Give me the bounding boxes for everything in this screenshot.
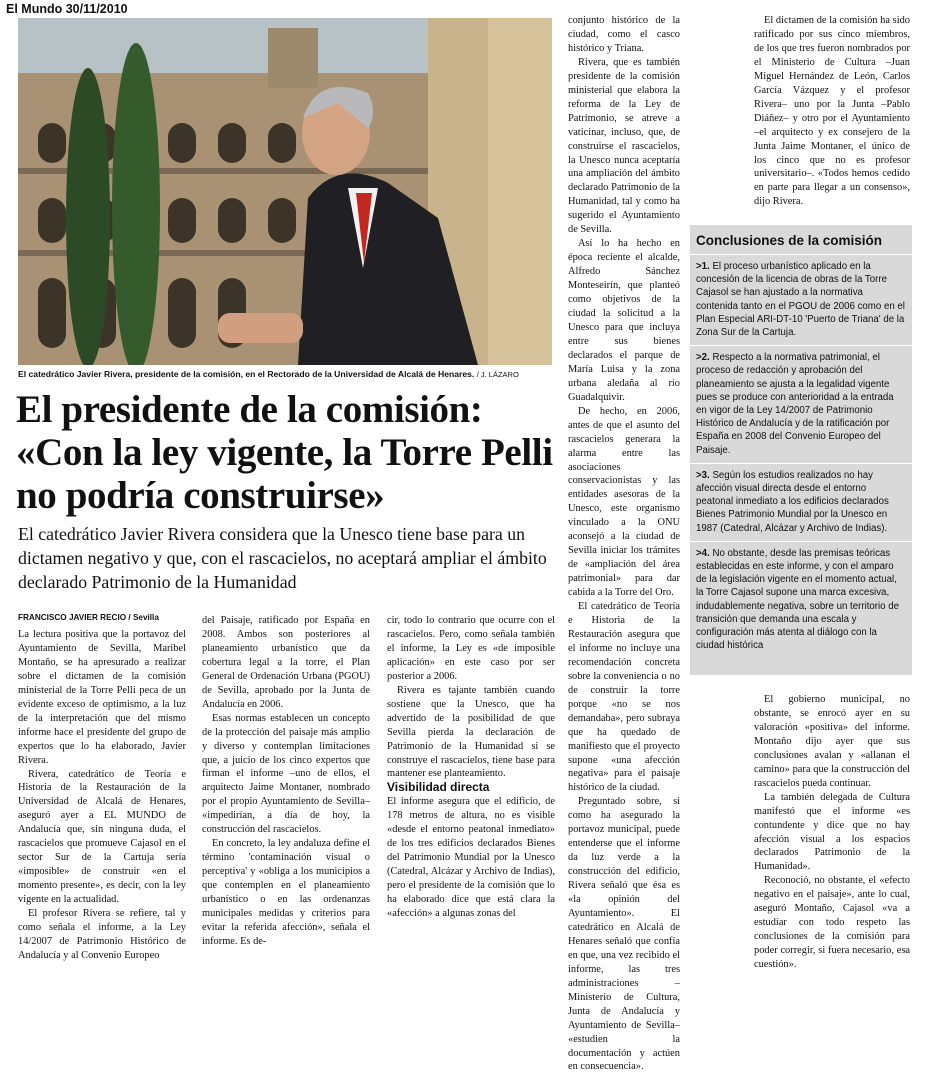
conclusion-number: >4. (696, 547, 710, 559)
photo-caption (18, 369, 552, 379)
paragraph: El gobierno municipal, no obstante, se enrocó ayer en su valoración «positiva» del informe. Montaño dijo ayer que sus conclusiones avalan y «allanan el camino» para que la construcción del rascacielos pueda continuar. (754, 694, 910, 789)
paragraph: del Paisaje, ratificado por España en 2008. Ambos son posteriores al planeamiento urbanístico que da cobertura legal a la torre, el Plan General de Ordenación Urbana (PGOU) de Sevilla, aprobado por la Junta de Andalucía en 2006. (202, 615, 370, 710)
paragraph: Preguntado sobre, si como ha asegurado la portavoz municipal, puede entenderse que el informe da luz verde a la construcción del edificio, Rivera señaló que ésa es «la opinión del Ayuntamiento». El catedrático en Alcalá de Henares señaló que confía en que, una vez recibido el informe, las tres administraciones –Ministerio de Cultura, Junta de Andalucía y Ayuntamiento de Sevilla– «estudien la documentación y actúen en consecuencia». (568, 796, 680, 1073)
publication-date: 30/11/2010 (65, 2, 128, 16)
conclusion-number: >1. (696, 261, 710, 272)
conclusion-item (690, 463, 912, 541)
conclusion-text: El proceso urbanístico aplicado en la concesión de la licencia de obras de la Torre Cajasol se han ajustado a la normativa contenida tanto en el PGOU de 2006 como en el Plan Especial ARI-DT-10 'Puerto de Triana' de la Zona Sur de la Cartuja. (696, 261, 905, 339)
conclusions-box (690, 225, 912, 675)
paragraph: cir, todo lo contrario que ocurre con el rascacielos. Pero, como señala también el informe, la Ley es «de imposible aplicación» en este caso por ser posterior a 2006. (387, 615, 555, 682)
page-header (6, 2, 128, 16)
paragraph: La lectura positiva que la portavoz del Ayuntamiento de Sevilla, Maribel Montaño, se ha apresurado a realizar sobre el dictamen de la comisión ministerial de la Torre Pelli peca de un evidente exceso de optimismo, a la luz de la interpretación que del mismo informe hace el presidente del grupo de expertos que lo ha elaborado, Javier Rivera. (18, 629, 186, 766)
article-column-2 (202, 614, 370, 949)
paragraph: Rivera, catedrático de Teoría e Historia de la Restauración de la Universidad de Alcalá de Henares, aseguró ayer a EL MUNDO de Andalucía que, sin ninguna duda, el rascacielos que promueve Cajasol en el sector Sur de la Cartuja sería «imposible» de construir «en el momento presente», es decir, con la ley vigente en la actualidad. (18, 768, 186, 906)
article-column-1 (18, 628, 186, 963)
paragraph: Rivera es tajante también cuando sostiene que la Unesco, que ha advertido de la posibilidad de que Sevilla pierda la declaración de Patrimonio de la Humanidad si se construye el rascacielos, tiene base para mantener ese planteamiento. (387, 684, 555, 780)
paragraph: El dictamen de la comisión ha sido ratificado por sus cinco miembros, de los que tres fueron nombrados por el Ministerio de Cultura –Juan Miguel Hernández de León, Carlos García Vázquez y el profesor Rivera– uno por la Junta –Pablo Diáñez– y otro por el Ayuntamiento –el arquitecto y ex consejero de la Junta Jaime Montaner, el único de los cinco que no es profesor universitario–. «Todos hemos cedido en parte para llegar a un consenso», dijo Rivera. (754, 15, 910, 208)
article-column-3 (387, 614, 555, 921)
conclusion-item (690, 541, 912, 659)
article-column-5-top (754, 14, 910, 209)
article-deck: El catedrático Javier Rivera considera que la Unesco tiene base para un dictamen negativo y que, con el rascacielos, no aceptará ampliar el ámbito declarado Patrimonio de la Humanidad (18, 524, 547, 592)
paragraph: Así lo ha hecho en época reciente el alcalde, Alfredo Sánchez Monteseirín, que planteó como objetivos de la ciudad la solicitud a la Unesco para que incluya entre sus bienes declarados el parque de María Luisa y la zona urbana aledaña al río Guadalquivir. (568, 238, 680, 403)
paragraph: La también delegada de Cultura manifestó que el informe «es contundente y dice que no hay afección visual a los espacios declarados Patrimonio de la Humanidad». (754, 791, 910, 873)
conclusions-title: Conclusiones de la comisión (696, 233, 883, 248)
conclusion-number: >2. (696, 352, 710, 364)
byline: FRANCISCO JAVIER RECIO / Sevilla (18, 613, 159, 622)
paragraph: Rivera, que es también presidente de la comisión ministerial que elabora la reforma de la Ley de Patrimonio, se atreve a vaticinar, incluso, que, de construirse el rascacielos, la Unesco nunca aceptaría una ampliación del ámbito declarado Patrimonio de la Humanidad, tal y como ha sugerido el Ayuntamiento de Sevilla. (568, 56, 680, 236)
caption-text: El catedrático Javier Rivera, presidente de la comisión, en el Rectorado de la Universidad de Alcalá de Henares. (18, 369, 475, 379)
paragraph: En concreto, la ley andaluza define el término 'contaminación visual o perceptiva' y «obliga a los municipios a que contemplen en el planeamiento urbanístico o en las ordenanzas municipales medidas y criterios para evitar la referida afección», señala el informe. Es de- (202, 838, 370, 947)
paragraph: El catedrático de Teoría e Historia de la Restauración asegura que el informe no incluye una recomendación concreta sobre la conveniencia o no de construir la torre porque «no se nos demandaba», pero subraya que ha quedado de manifiesto que el proyecto supone «una afección negativa» para el paisaje histórico de la ciudad. (568, 601, 680, 794)
article-headline: El presidente de la comisión: «Con la ley vigente, la Torre Pelli no podría construirse» (16, 388, 553, 517)
conclusion-number: >3. (696, 469, 710, 481)
paragraph: Esas normas establecen un concepto de la protección del paisaje más amplio y diverso y contemplan limitaciones que, a juicio de los cinco expertos que firman el informe –uno de ellos, el arquitecto Jaime Montaner, nombrado por el propio Ayuntamiento de Sevilla– «impedirían, a día de hoy, la construcción del rascacielos. (202, 712, 370, 836)
article-column-5-bottom (754, 693, 910, 972)
conclusion-item (690, 345, 912, 463)
paragraph: El profesor Rivera se refiere, tal y como señala el informe, a la Ley 14/2007 de Patrimonio Histórico de Andalucía y al Convenio Europeo (18, 908, 186, 961)
paragraph: Reconoció, no obstante, el «efecto negativo en el paisaje», ante lo cual, aseguró Montaño, Cajasol «va a estudiar con todo respeto las conclusiones de la comisión para poder corregir, si fuera necesario, esa cuestión». (754, 875, 910, 971)
conclusion-item (690, 254, 912, 345)
article-column-4 (568, 14, 680, 1074)
newspaper-name: El Mundo (6, 2, 63, 16)
paragraph: El informe asegura que el edificio, de 178 metros de altura, no es visible «desde el entorno peatonal inmediato» de los tres edificios declarados Bienes del Patrimonio Mundial por la Unesco (Catedral, Alcázar y Archivo de Indias), pero el presidente de la comisión que lo ha elaborado dice que está clara la «afección» a algunas zonas del (387, 796, 555, 920)
paragraph: conjunto histórico de la ciudad, como el casco histórico y Triana. (568, 15, 680, 54)
conclusion-text: Según los estudios realizados no hay afección visual directa desde el entorno peatonal inmediato a los edificios declarados Bienes Patrimonio Mundial por la Unesco en 1987 (Catedral, Alcázar y Archivo de Indias). (696, 469, 889, 534)
article-photo (18, 18, 552, 365)
section-subhead: Visibilidad directa (387, 780, 490, 795)
conclusion-text: Respecto a la normativa patrimonial, el proceso de redacción y aprobación del planeamiento se ajusta a la legalidad vigente pues se produce con anterioridad a la entrada en vigor de la Ley 14/2007 de Patrimonio Histórico de Andalucía y de la ratificación por España en 2008 del Convenio Europeo del Paisaje. (696, 352, 894, 456)
paragraph: De hecho, en 2006, antes de que el asunto del rascacielos generara la alarma entre las asociaciones conservacionistas y las entidades asesoras de la Unesco, este organismo vinculado a la ONU aconsejó a la ciudad de Sevilla iniciar los trámites de «ampliación del área patrimonial» para dar cabida a la Torre del Oro. (568, 405, 680, 599)
conclusion-text: No obstante, desde las premisas teóricas establecidas en este informe, y con el amparo de la legislación vigente en el momento actual, la Torre Cajasol supone una marca excesiva, indudablemente negativa, sobre un territorio de transición que demanda una escala y configuración más atenta al diálogo con la ciudad histórica (696, 547, 900, 652)
photo-credit: / J. LÁZARO (476, 370, 519, 379)
